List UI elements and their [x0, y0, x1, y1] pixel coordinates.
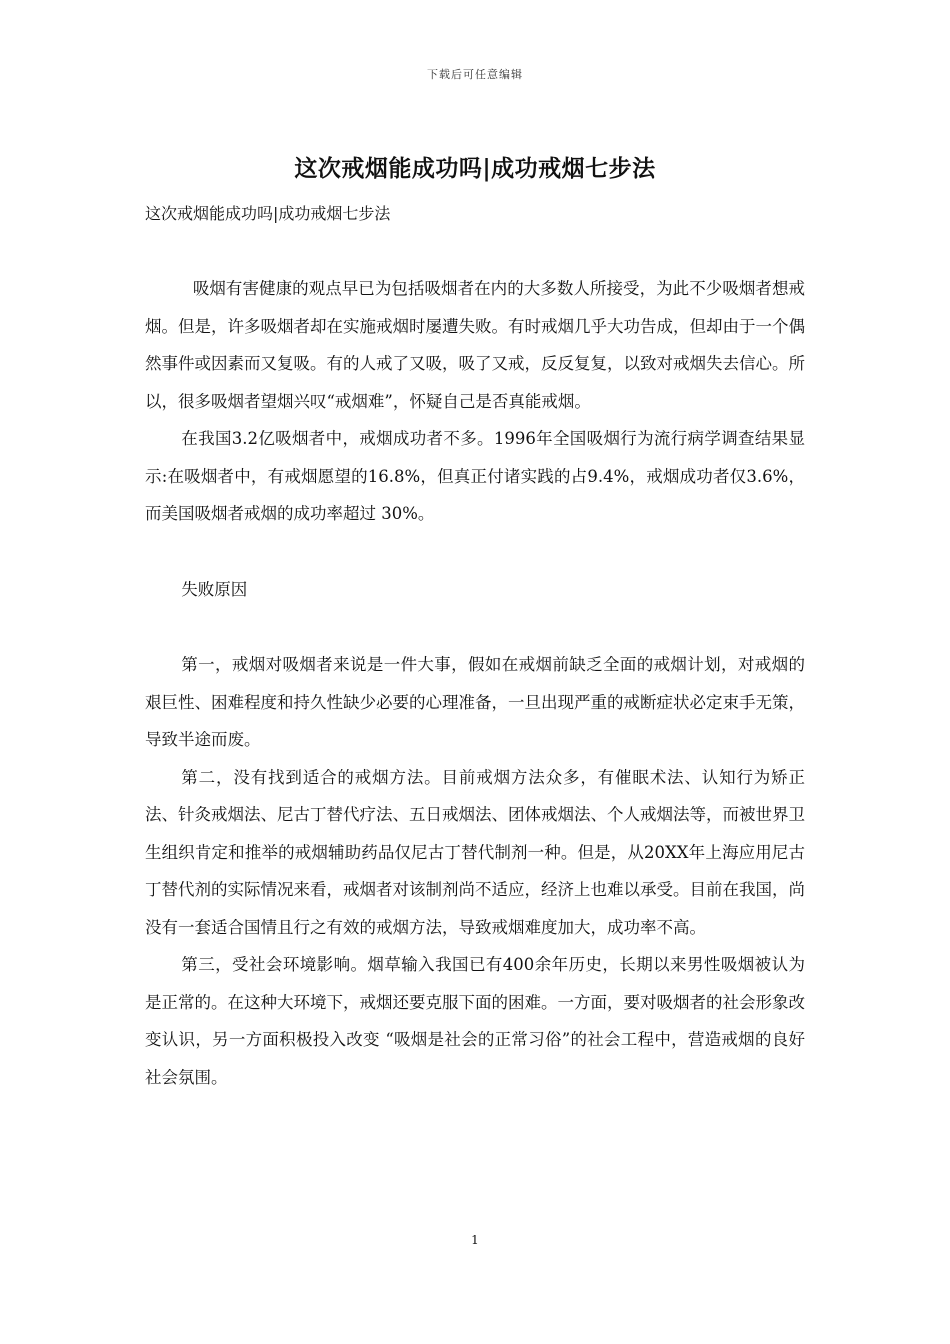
- paragraph-reason-2: 第二，没有找到适合的戒烟方法。目前戒烟方法众多，有催眠术法、认知行为矫正法、针灸戒烟法、尼古丁替代疗法、五日戒烟法、团体戒烟法、个人戒烟法等，而被世界卫生组织肯定和推举的戒烟辅助药品仅尼古丁替代制剂一种。但是，从20XX年上海应用尼古丁替代剂的实际情况来看，戒烟者对该制剂尚不适应，经济上也难以承受。目前在我国，尚没有一套适合国情且行之有效的戒烟方法，导致戒烟难度加大，成功率不高。: [145, 767, 805, 937]
- paragraph-spacer: [145, 608, 805, 646]
- document-subtitle: 这次戒烟能成功吗|成功戒烟七步法: [145, 204, 391, 223]
- page-number: 1: [471, 1233, 479, 1247]
- paragraph-stats: 在我国3.2亿吸烟者中，戒烟成功者不多。1996年全国吸烟行为流行病学调查结果显示:在吸烟者中，有戒烟愿望的16.8%，但真正付诸实践的占9.4%，戒烟成功者仅3.6%，而美国吸烟者戒烟的成功率超过 30%。: [145, 429, 805, 523]
- section-heading: 失败原因: [181, 579, 248, 599]
- paragraph-reason-1: 第一，戒烟对吸烟者来说是一件大事，假如在戒烟前缺乏全面的戒烟计划，对戒烟的艰巨性、困难程度和持久性缺少必要的心理准备，一旦出现严重的戒断症状必定束手无策，导致半途而废。: [145, 655, 805, 749]
- header-note: 下载后可任意编辑: [427, 68, 523, 81]
- document-title: 这次戒烟能成功吗|成功戒烟七步法: [294, 155, 656, 182]
- paragraph-intro: 吸烟有害健康的观点早已为包括吸烟者在内的大多数人所接受，为此不少吸烟者想戒烟。但是，许多吸烟者却在实施戒烟时屡遭失败。有时戒烟几乎大功告成，但却由于一个偶然事件或因素而又复吸。有的人戒了又吸，吸了又戒，反反复复，以致对戒烟失去信心。所以，很多吸烟者望烟兴叹“戒烟难”，怀疑自己是否真能戒烟。: [145, 279, 805, 411]
- paragraph-reason-3: 第三，受社会环境影响。烟草输入我国已有400余年历史，长期以来男性吸烟被认为是正常的。在这种大环境下，戒烟还要克服下面的困难。一方面，要对吸烟者的社会形象改变认识，另一方面积极投入改变 “吸烟是社会的正常习俗”的社会工程中，营造戒烟的良好社会氛围。: [145, 955, 805, 1087]
- document-body: [145, 270, 805, 1096]
- paragraph-spacer: [145, 533, 805, 571]
